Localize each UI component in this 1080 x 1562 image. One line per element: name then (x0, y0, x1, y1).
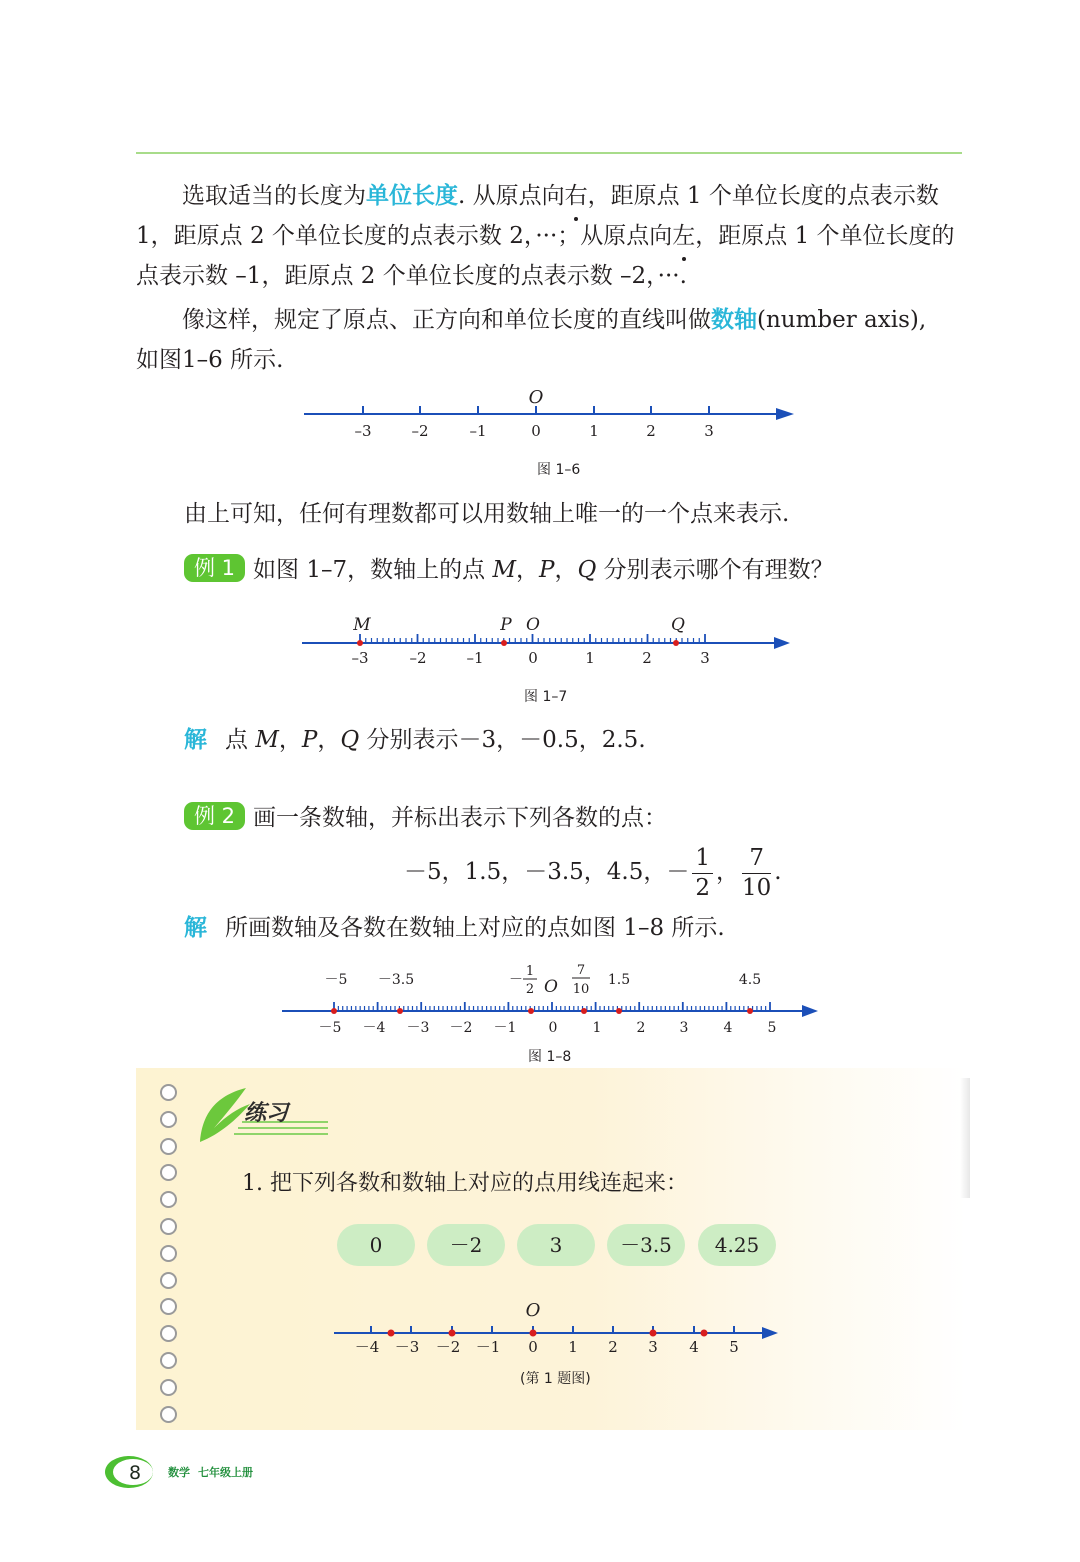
ring-hole (160, 1379, 177, 1396)
tick-label: 5 (767, 1020, 777, 1036)
figure-1-6-caption: 图 1–6 (537, 462, 581, 478)
ring-hole (160, 1084, 177, 1101)
tick-label: －4 (362, 1020, 386, 1036)
point-seven-tenths (581, 1008, 587, 1014)
tick-label: –2 (411, 422, 429, 440)
tick-label: －3 (406, 1020, 430, 1036)
tick-label: 2 (608, 1338, 618, 1356)
term-number-axis: 数轴 (711, 306, 757, 333)
point-P (501, 640, 507, 646)
example-1-badge: 例 1 (184, 554, 245, 582)
axis-ticks (371, 1326, 734, 1333)
practice-title: 练习 (244, 1101, 289, 1126)
point-neg-5 (331, 1008, 337, 1014)
paragraph-number-axis-definition: 像这样，规定了原点、正方向和单位长度的直线叫做数轴(number axis), 如图1–6 所示. (136, 306, 927, 373)
point-0 (530, 1330, 537, 1337)
fraction-seven-tenths: $\frac{7}{10}$ (742, 844, 772, 901)
ring-hole (160, 1406, 177, 1423)
ring-hole (160, 1111, 177, 1128)
paragraph-unit-length: 选取适当的长度为单位长度. 从原点向右，距原点 1 个单位长度的点表示数 1，距原点 2 个单位长度的点表示数 2，···；从原点向左，距原点 1 个单位长度的点表示数 –1，距原点 2 个单位长度的点表示数 –2，···. (136, 182, 955, 289)
tick-label: 0 (528, 649, 538, 667)
tick-label: 2 (642, 649, 652, 667)
ring-hole (160, 1218, 177, 1235)
fraction-one-half: $\frac{1}{2}$ (692, 847, 713, 900)
tick-label: –2 (409, 649, 427, 667)
tick-label: 4 (689, 1338, 699, 1356)
example-2-question: 例 2 画一条数轴，并标出表示下列各数的点： (184, 798, 1012, 838)
tick-label: －5 (318, 1020, 342, 1036)
label-neg-5: －5 (324, 972, 348, 988)
label-seventenths-den: 10 (572, 982, 590, 997)
ring-hole (160, 1138, 177, 1155)
tick-label: －4 (354, 1338, 380, 1356)
label-M: M (353, 615, 371, 635)
ring-hole (160, 1352, 177, 1369)
ring-hole (160, 1245, 177, 1262)
emphasis-left: 左 (672, 223, 696, 249)
tick-label: 2 (646, 422, 656, 440)
emphasis-right: 右 (564, 183, 588, 209)
tick-label: 3 (704, 422, 714, 440)
point-M (357, 640, 363, 646)
tick-label: 2 (636, 1020, 646, 1036)
page-edge-shadow (960, 1078, 970, 1198)
tick-label: 0 (548, 1020, 558, 1036)
practice-number-axis (330, 1296, 790, 1360)
point-1-5 (616, 1008, 622, 1014)
label-1-5: 1.5 (607, 972, 631, 988)
label-origin: O (544, 977, 558, 997)
tick-label: –1 (466, 649, 484, 667)
tick-label: 3 (679, 1020, 689, 1036)
practice-figure-caption: (第 1 题图) (520, 1371, 591, 1387)
tick-label: –3 (351, 649, 369, 667)
number-pill[interactable]: 3 (517, 1224, 595, 1266)
figure-1-8-caption: 图 1–8 (528, 1049, 572, 1065)
footer-book-info: 数学 七年级上册 (168, 1466, 253, 1479)
point-neg-3-5 (397, 1008, 403, 1014)
example-1-question: 例 1 如图 1–7，数轴上的点 M，P，Q 分别表示哪个有理数？ (184, 550, 1012, 590)
tick-label: －2 (435, 1338, 461, 1356)
figure-1-8-number-axis (280, 958, 820, 1042)
solution-2: 解 所画数轴及各数在数轴上对应的点如图 1–8 所示. (184, 914, 725, 941)
minor-ticks (360, 634, 705, 643)
point-neg-3-5 (388, 1330, 395, 1337)
term-unit-length: 单位长度 (366, 182, 458, 209)
point-3 (650, 1330, 657, 1337)
ring-hole (160, 1272, 177, 1289)
label-half-num: 1 (525, 964, 535, 979)
tick-label: －1 (493, 1020, 517, 1036)
point-neg-half (528, 1008, 534, 1014)
tick-label: –3 (354, 422, 372, 440)
tick-label: 4 (723, 1020, 733, 1036)
tick-label: 3 (700, 649, 710, 667)
header-rule (136, 152, 962, 154)
tick-label: 0 (531, 422, 541, 440)
tick-label: 1 (568, 1338, 578, 1356)
number-pill[interactable]: 4.25 (698, 1224, 776, 1266)
label-half-den: 2 (525, 982, 535, 997)
point-Q (673, 640, 679, 646)
paragraph-rational-points: 由上可知，任何有理数都可以用数轴上唯一的一个点来表示. (184, 501, 790, 527)
tick-label: –1 (469, 422, 487, 440)
tick-label: 1 (585, 649, 595, 667)
example-2-badge: 例 2 (184, 802, 245, 830)
tick-label: －1 (475, 1338, 501, 1356)
axis-arrow (762, 1327, 778, 1339)
axis-arrow (776, 408, 794, 420)
label-neg-3-5: －3.5 (377, 972, 415, 988)
figure-1-7-caption: 图 1–7 (524, 689, 568, 705)
number-pill[interactable]: －3.5 (607, 1224, 685, 1266)
number-pill[interactable]: 0 (337, 1224, 415, 1266)
axis-arrow (774, 637, 790, 649)
tick-label: 0 (528, 1338, 538, 1356)
label-neg-sign: － (509, 972, 523, 988)
tick-label: 1 (592, 1020, 602, 1036)
tick-label: 3 (648, 1338, 658, 1356)
tick-label: －3 (394, 1338, 420, 1356)
figure-1-7-number-axis (300, 610, 800, 672)
origin-label: O (525, 1300, 541, 1321)
page-number-badge (103, 1454, 159, 1490)
label-Q: Q (671, 615, 685, 635)
label-O: O (526, 615, 540, 635)
figure-1-6-number-axis (300, 384, 800, 448)
solution-1: 解 点 M，P，Q 分别表示－3，－0.5，2.5. (184, 726, 646, 753)
example-2-numbers: －5，1.5，－3.5，4.5，－ $\frac{1}{2}$ ， $\frac{7}{10}$ . (404, 844, 782, 901)
practice-question-1: 1. 把下列各数和数轴上对应的点用线连起来： (242, 1171, 688, 1196)
label-seventenths-num: 7 (576, 963, 586, 978)
label-4-5: 4.5 (738, 972, 762, 988)
page-number: 8 (128, 1462, 142, 1484)
solution-1-badge: 解 (184, 726, 207, 753)
label-P: P (500, 615, 512, 635)
solution-2-badge: 解 (184, 914, 207, 941)
tick-label: 1 (589, 422, 599, 440)
origin-label: O (528, 387, 544, 408)
tick-label: 5 (729, 1338, 739, 1356)
point-4-25 (701, 1330, 708, 1337)
tick-label: －2 (449, 1020, 473, 1036)
number-pill[interactable]: －2 (427, 1224, 505, 1266)
axis-arrow (802, 1005, 818, 1017)
point-neg-2 (449, 1330, 456, 1337)
point-4-5 (747, 1008, 753, 1014)
